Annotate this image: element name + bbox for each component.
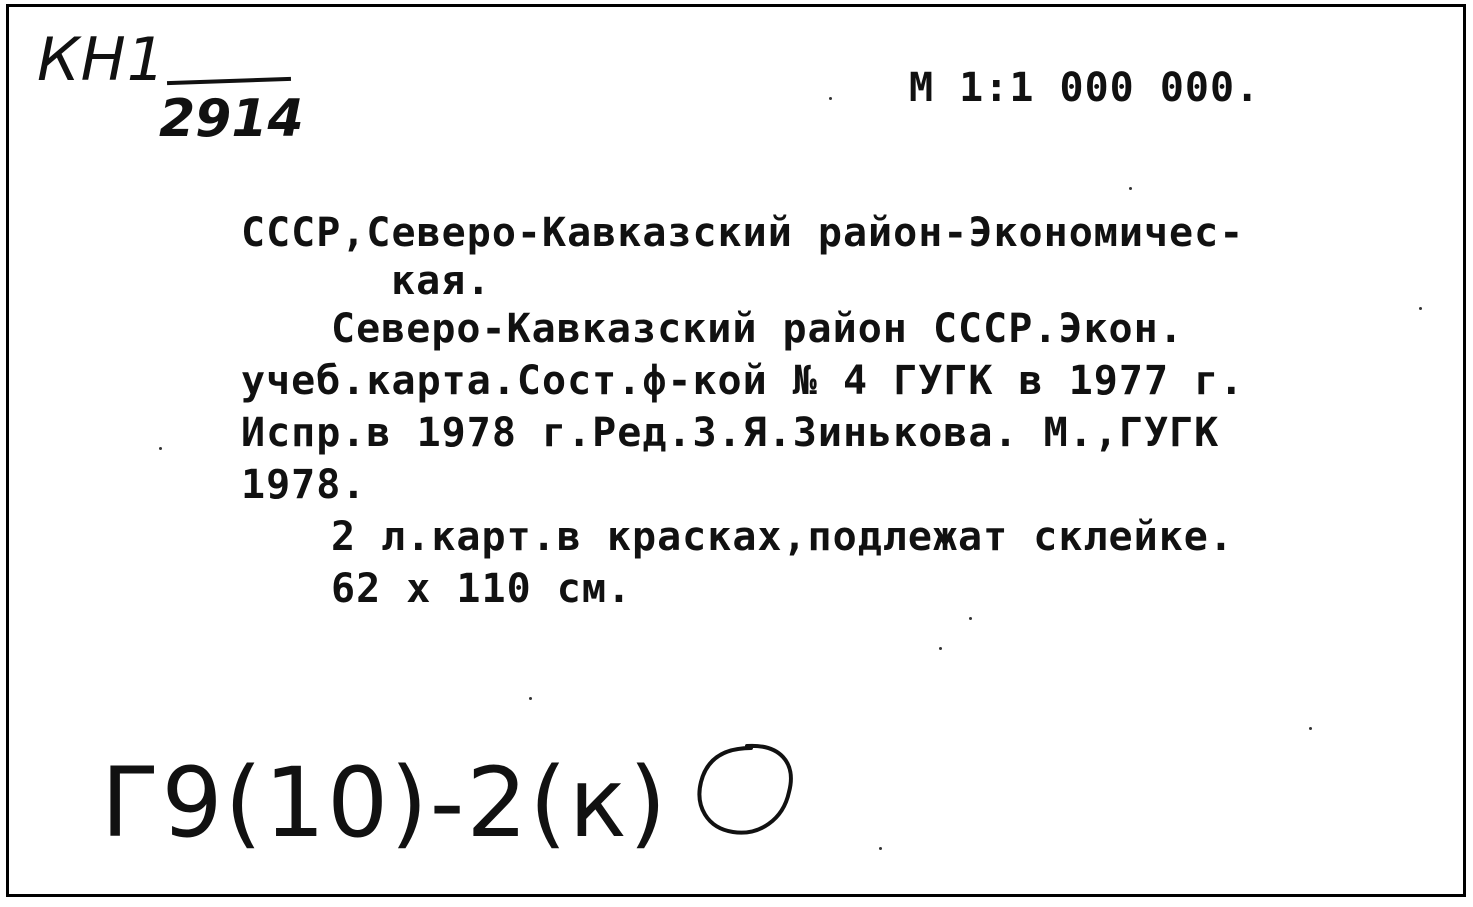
record-line-2: кая.: [391, 258, 492, 304]
shelf-mark-bottom: 2914: [159, 89, 304, 149]
paper-speck: [1129, 187, 1132, 190]
paper-speck: [529, 697, 532, 700]
paper-speck: [879, 847, 882, 850]
record-line-1: СССР,Северо-Кавказский район-Экономичес-: [241, 210, 1245, 256]
paper-speck: [159, 447, 162, 450]
paper-speck: [1309, 727, 1312, 730]
record-line-3: Северо-Кавказский район СССР.Экон.: [331, 306, 1184, 352]
paper-speck: [939, 647, 942, 650]
record-line-7: 2 л.карт.в красках,подлежат склейке.: [331, 514, 1234, 560]
paper-speck: [1419, 307, 1422, 310]
map-scale: М 1:1 000 000.: [909, 65, 1261, 111]
paper-speck: [969, 617, 972, 620]
paper-speck: [829, 97, 832, 100]
record-line-4: учеб.карта.Сост.ф-кой № 4 ГУГК в 1977 г.: [241, 358, 1245, 404]
circle-stamp-icon: [689, 740, 804, 845]
classification-mark: Г9(10)-2(к): [101, 747, 669, 859]
bibliographic-record: [241, 207, 1244, 615]
record-line-8: 62 х 110 см.: [331, 566, 632, 612]
shelf-mark-top: КН1: [37, 25, 166, 95]
shelf-mark-divider: [167, 77, 291, 85]
record-line-5: Испр.в 1978 г.Ред.З.Я.Зинькова. М.,ГУГК: [241, 410, 1220, 456]
record-line-6: 1978.: [241, 462, 367, 508]
catalog-card: [6, 4, 1466, 897]
